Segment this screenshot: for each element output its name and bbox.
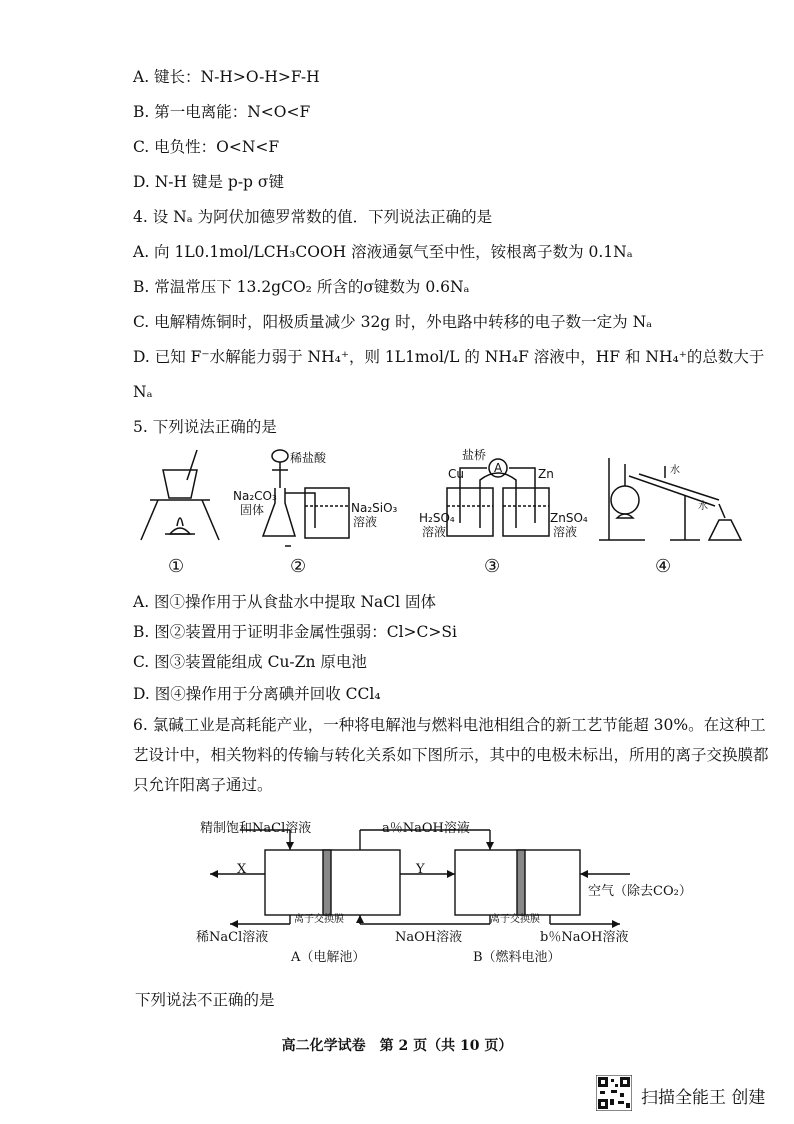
- label-h2so4: H₂SO₄: [419, 511, 455, 525]
- label-naoh-solution: NaOH溶液: [395, 930, 463, 945]
- option-4b: B. 常温常压下 13.2gCO₂ 所含的σ键数为 0.6Nₐ: [133, 278, 470, 296]
- option-5c: C. 图③装置能组成 Cu-Zn 原电池: [133, 653, 367, 671]
- label-air: 空气（除去CO₂）: [588, 884, 692, 899]
- label-a-naoh: a％NaOH溶液: [382, 821, 470, 836]
- label-h2so4-solution: 溶液: [422, 525, 447, 539]
- label-salt-bridge: 盐桥: [462, 448, 487, 462]
- label-y: Y: [416, 862, 425, 877]
- question-5: 5. 下列说法正确的是: [133, 418, 277, 436]
- option-4c: C. 电解精炼铜时，阳极质量减少 32g 时，外电路中转移的电子数一定为 Nₐ: [133, 313, 653, 331]
- label-znso4: ZnSO₄: [550, 511, 588, 525]
- question-6-prompt: 下列说法不正确的是: [135, 991, 275, 1009]
- label-b-naoh: b％NaOH溶液: [540, 930, 629, 945]
- question-6: 6. 氯碱工业是高耗能产业，一种将电解池与燃料电池相组合的新工艺节能超 30%。在这种工艺设计中，相关物料的传输与转化关系如下图所示，其中的电极未标出，所用的离子交换膜都只允许阳离子通过。: [133, 716, 769, 794]
- option-4d-cont: Nₐ: [133, 383, 153, 401]
- page-footer: 高二化学试卷 第 2 页（共 10 页）: [281, 1038, 513, 1054]
- label-solid: 固体: [240, 503, 265, 517]
- label-cell-a: A（电解池）: [291, 950, 366, 965]
- label-refined-nacl: 精制饱和NaCl溶液: [200, 821, 312, 836]
- figure-number-1: ①: [168, 556, 185, 577]
- option-5a: A. 图①操作用于从食盐水中提取 NaCl 固体: [133, 593, 437, 611]
- label-water-in: 水: [670, 465, 680, 476]
- label-membrane-b: 离子交换膜: [490, 914, 540, 925]
- label-na2sio3: Na₂SiO₃: [351, 501, 398, 515]
- option-3a: A. 键长：N-H>O-H>F-H: [133, 68, 320, 86]
- label-na2co3: Na₂CO₃: [233, 489, 277, 503]
- label-cell-b: B（燃料电池）: [473, 950, 561, 965]
- option-4d: D. 已知 F⁻水解能力弱于 NH₄⁺，则 1L1mol/L 的 NH₄F 溶液中，HF 和 NH₄⁺的总数大于: [133, 348, 765, 366]
- label-water-out: 水: [698, 501, 708, 512]
- label-dilute-hcl: 稀盐酸: [290, 451, 327, 465]
- label-ammeter: A: [494, 461, 503, 475]
- option-5b: B. 图②装置用于证明非金属性强弱：Cl>C>Si: [133, 623, 457, 641]
- figure-number-4: ④: [655, 556, 672, 577]
- option-3d: D. N-H 键是 p-p σ键: [133, 173, 284, 191]
- question-4: 4. 设 Nₐ 为阿伏加德罗常数的值．下列说法正确的是: [133, 208, 493, 226]
- label-dilute-nacl: 稀NaCl溶液: [196, 930, 269, 945]
- qr-code-icon: [596, 1075, 632, 1111]
- label-membrane-a: 离子交换膜: [294, 914, 344, 925]
- label-x: X: [237, 862, 247, 877]
- figure-number-2: ②: [290, 556, 307, 577]
- label-solution: 溶液: [353, 515, 378, 529]
- figure-number-3: ③: [484, 556, 501, 577]
- label-zn: Zn: [538, 467, 554, 481]
- option-5d: D. 图④操作用于分离碘并回收 CCl₄: [133, 685, 381, 703]
- label-znso4-solution: 溶液: [553, 525, 578, 539]
- scanner-watermark: 扫描全能王 创建: [641, 1088, 766, 1108]
- option-3b: B. 第一电离能：N<O<F: [133, 103, 311, 121]
- option-3c: C. 电负性：O<N<F: [133, 138, 280, 156]
- label-cu: Cu: [448, 467, 464, 481]
- option-4a: A. 向 1L0.1mol/LCH₃COOH 溶液通氨气至中性，铵根离子数为 0.1Nₐ: [133, 243, 633, 261]
- evaporation-apparatus: [141, 450, 219, 540]
